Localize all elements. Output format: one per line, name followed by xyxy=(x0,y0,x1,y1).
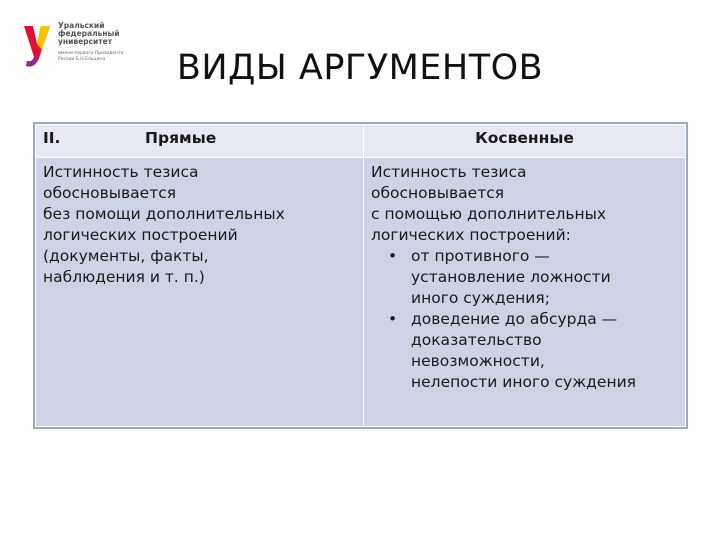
cell-text-line: обосновывается xyxy=(43,184,177,202)
cell-text-line: Истинность тезиса xyxy=(43,163,199,181)
cell-text-line: логических построений xyxy=(43,226,238,244)
cell-indirect xyxy=(364,158,686,427)
header-cell-indirect xyxy=(364,125,686,158)
logo-name-line: Уральский xyxy=(58,21,105,30)
cell-text-line: обосновывается xyxy=(371,184,505,202)
header-indirect-label: Косвенные xyxy=(475,129,574,147)
indirect-methods-list xyxy=(371,246,678,393)
table-header-row xyxy=(36,125,686,158)
list-item-line: • доведение до абсурда — xyxy=(411,310,618,328)
logo-name xyxy=(58,22,122,46)
list-item-line: невозможности, xyxy=(411,352,545,370)
cell-text-line: наблюдения и т. п.) xyxy=(43,268,205,286)
list-item-line: • от противного — xyxy=(411,247,550,265)
list-item xyxy=(411,309,678,393)
list-item-line: доказательство xyxy=(411,331,542,349)
header-cell-direct xyxy=(36,125,364,158)
cell-text-line: с помощью дополнительных xyxy=(371,205,607,223)
list-item-line: установление ложности xyxy=(411,268,611,286)
arguments-table xyxy=(35,124,686,427)
cell-text-line: логических построений: xyxy=(371,226,571,244)
list-item xyxy=(411,246,678,309)
cell-text-line: Истинность тезиса xyxy=(371,163,527,181)
logo-name-line: федеральный xyxy=(58,29,120,38)
logo-sub-line: России Б.Н.Ельцина xyxy=(58,56,106,62)
logo-name-line: университет xyxy=(58,37,113,46)
cell-text-line: (документы, факты, xyxy=(43,247,209,265)
list-item-line: иного суждения; xyxy=(411,289,550,307)
cell-text-line: без помощи дополнительных xyxy=(43,205,285,223)
slide-title: ВИДЫ АРГУМЕНТОВ xyxy=(176,48,544,88)
table-body-row xyxy=(36,158,686,427)
logo-sub-line: имени первого Президента xyxy=(58,51,124,56)
section-number: II. xyxy=(43,129,61,147)
header-direct-label: Прямые xyxy=(145,129,217,147)
cell-direct xyxy=(36,158,364,427)
list-item-line: нелепости иного суждения xyxy=(411,373,636,391)
